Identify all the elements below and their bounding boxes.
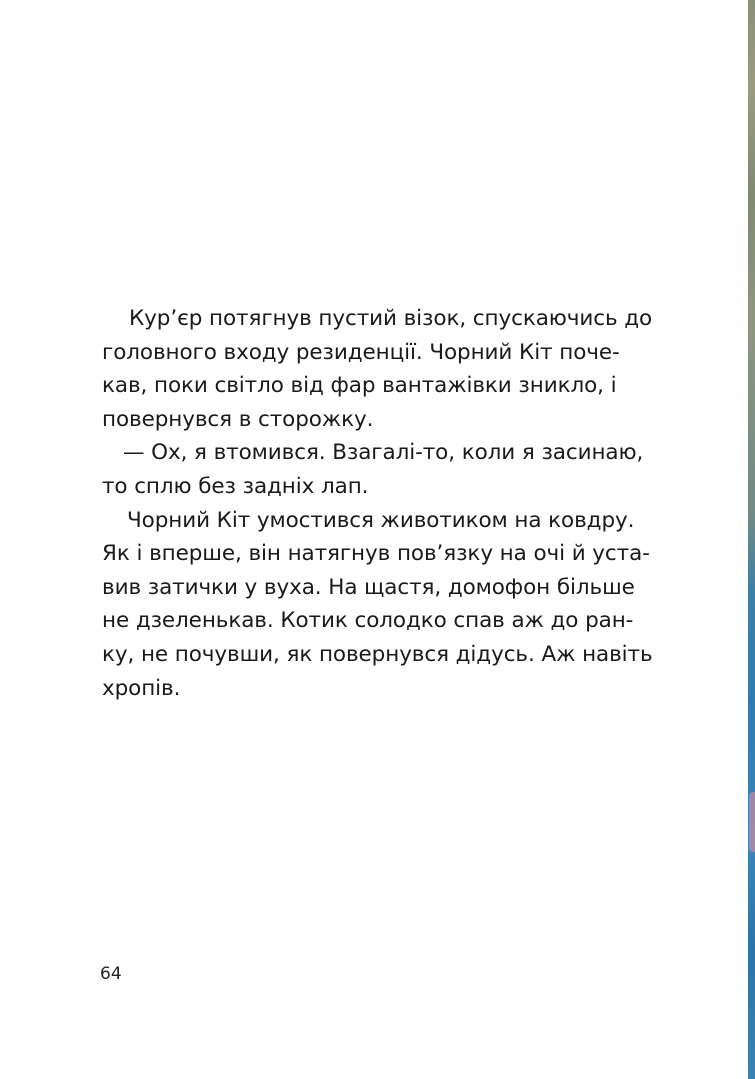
- text-line: вив затички у вуха. На щастя, домофон більше: [102, 574, 635, 600]
- text-line: то сплю без задніх лап.: [102, 473, 369, 499]
- text-line: ку, не почувши, як повернувся дідусь. Аж навіть: [102, 641, 653, 667]
- text-line: головного входу резиденції. Чорний Кіт поче-: [102, 339, 620, 365]
- text-line: хропів.: [102, 675, 181, 701]
- text-line: — Ох, я втомився. Взагалі-то, коли я засинаю,: [123, 440, 644, 466]
- illustration-edge: [748, 0, 755, 1079]
- text-line: повернувся в сторожку.: [102, 406, 374, 432]
- text-line: Кур’єр потягнув пустий візок, спускаючись до: [129, 306, 653, 331]
- text-line: кав, поки світло від фар вантажівки зникло, і: [102, 373, 617, 399]
- illustration-accent: [749, 792, 755, 852]
- body-text: [102, 302, 653, 705]
- page-number: 64: [100, 964, 122, 984]
- text-line: Чорний Кіт умостився животиком на ковдру.: [127, 507, 635, 533]
- text-line: не дзеленькав. Котик солодко спав аж до ран-: [102, 608, 634, 634]
- text-line: Як і вперше, він натягнув пов’язку на очі й уста-: [102, 541, 650, 567]
